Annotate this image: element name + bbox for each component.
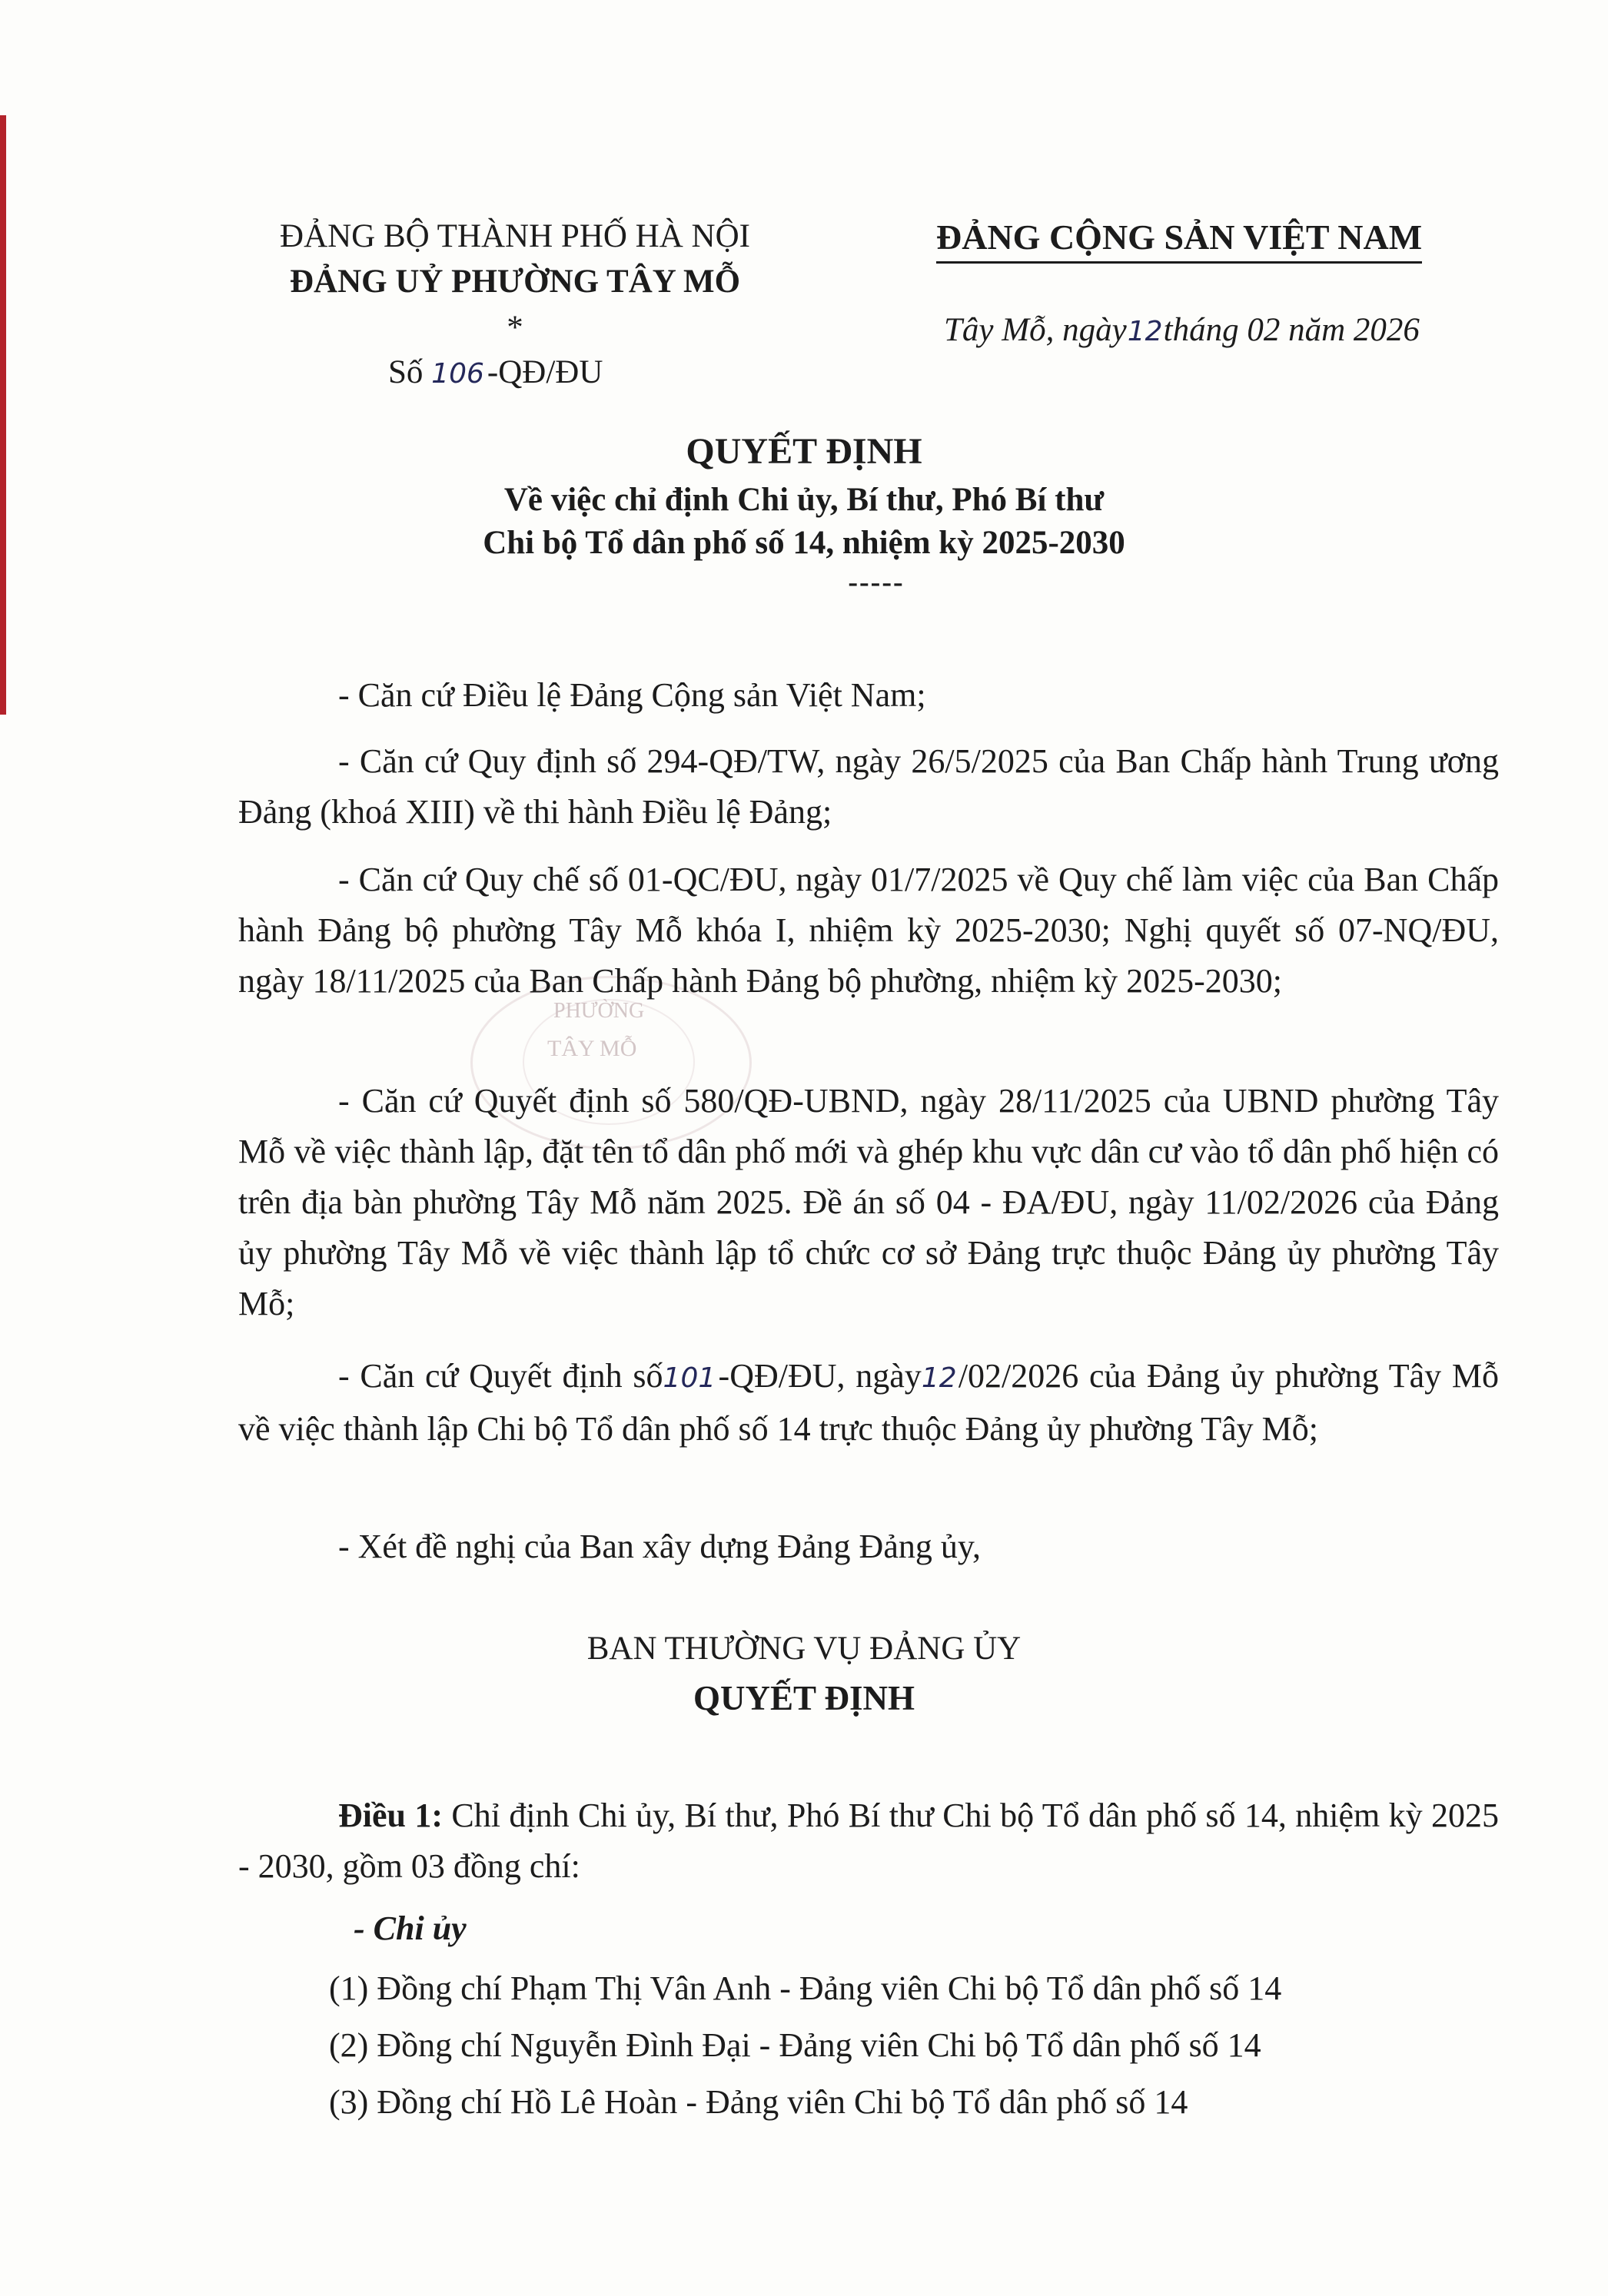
article-1: [238, 1790, 1499, 1892]
title-divider: -----: [848, 566, 905, 599]
number-prefix: Số: [388, 354, 424, 390]
basis-2: - Căn cứ Quy định số 294-QĐ/TW, ngày 26/5/2025 của Ban Chấp hành Trung ương Đảng (khoá XIII) về thi hành Điều lệ Đảng;: [238, 742, 1499, 831]
member-3: (3) Đồng chí Hồ Lê Hoàn - Đảng viên Chi bộ Tổ dân phố số 14: [329, 2083, 1188, 2121]
article-1-text: Chỉ định Chi ủy, Bí thư, Phó Bí thư Chi bộ Tổ dân phố số 14, nhiệm kỳ 2025 - 2030, gồm 03 đồng chí:: [238, 1797, 1499, 1885]
document-type: QUYẾT ĐỊNH: [686, 431, 922, 472]
basis-5: - Căn cứ Quyết định số101-QĐ/ĐU, ngày12/02/2026 của Đảng ủy phường Tây Mỗ về việc thành lập Chi bộ Tổ dân phố số 14 trực thuộc Đảng ủy phường Tây Mỗ;: [238, 1351, 1499, 1455]
basis-4: - Căn cứ Quyết định số 580/QĐ-UBND, ngày 28/11/2025 của UBND phường Tây Mỗ về việc thành lập, đặt tên tổ dân phố mới và ghép khu vực dân cư vào tổ dân phố hiện có trên địa bàn phường Tây Mỗ năm 2025. Đề án số 04 - ĐA/ĐU, ngày 11/02/2026 của Đảng ủy phường Tây Mỗ về việc thành lập tổ chức cơ sở Đảng trực thuộc Đảng ủy phường Tây Mỗ;: [238, 1082, 1499, 1322]
title-line-1: Về việc chỉ định Chi ủy, Bí thư, Phó Bí thư: [503, 482, 1105, 518]
decision-heading: QUYẾT ĐỊNH: [693, 1679, 915, 1717]
stamp-text-top: PHƯỜNG: [553, 999, 645, 1023]
stamp-text-bottom: TÂY MỖ: [547, 1036, 637, 1061]
issue-date: [944, 314, 1420, 347]
org-name: ĐẢNG UỶ PHƯỜNG TÂY MỖ: [289, 264, 741, 300]
number-suffix: -QĐ/ĐU: [487, 354, 603, 390]
handwritten-decision-day: 12: [921, 1362, 957, 1394]
title-line-2: Chi bộ Tổ dân phố số 14, nhiệm kỳ 2025-2030: [483, 525, 1125, 561]
article-1-label: Điều 1:: [338, 1797, 444, 1834]
handwritten-number: 106: [431, 358, 484, 390]
issuing-body: BAN THƯỜNG VỤ ĐẢNG ỦY: [586, 1631, 1022, 1667]
handwritten-day: 12: [1127, 316, 1163, 347]
basis-6: - Xét đề nghị của Ban xây dựng Đảng Đảng ủy,: [338, 1528, 981, 1565]
document-number: [388, 356, 603, 389]
section-chi-uy: - Chi ủy: [354, 1909, 467, 1947]
handwritten-decision-number: 101: [663, 1362, 716, 1394]
party-name: ĐẢNG CỘNG SẢN VIỆT NAM: [936, 220, 1422, 255]
basis-3: - Căn cứ Quy chế số 01-QC/ĐU, ngày 01/7/2025 về Quy chế làm việc của Ban Chấp hành Đảng bộ phường Tây Mỗ khóa I, nhiệm kỳ 2025-2030; Nghị quyết số 07-NQ/ĐU, ngày 18/11/2025 của Ban Chấp hành Đảng bộ phường, nhiệm kỳ 2025-2030;: [238, 861, 1499, 1000]
scan-edge-mark: [0, 115, 6, 715]
member-1: (1) Đồng chí Phạm Thị Vân Anh - Đảng viên Chi bộ Tổ dân phố số 14: [329, 1969, 1282, 2007]
member-2: (2) Đồng chí Nguyễn Đình Đại - Đảng viên Chi bộ Tổ dân phố số 14: [329, 2026, 1261, 2064]
date-prefix: Tây Mỗ, ngày: [944, 312, 1127, 348]
org-parent: ĐẢNG BỘ THÀNH PHỐ HÀ NỘI: [280, 218, 750, 254]
basis-1: - Căn cứ Điều lệ Đảng Cộng sản Việt Nam;: [338, 676, 926, 714]
header-star: *: [507, 310, 523, 346]
date-suffix: tháng 02 năm 2026: [1163, 312, 1420, 348]
